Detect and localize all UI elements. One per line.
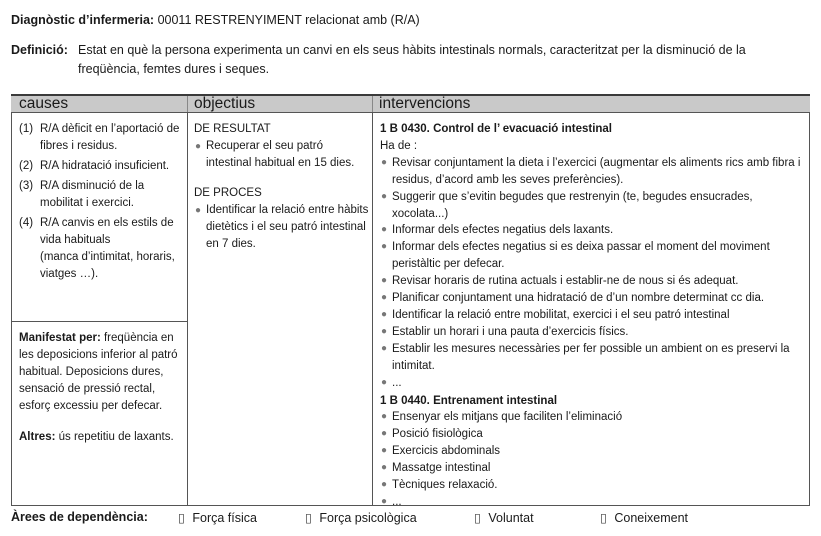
list-item xyxy=(194,138,369,172)
header-divider xyxy=(372,96,373,112)
list-item-text: Identificar la relació entre mobilitat, exercici i el seu patró intestinal xyxy=(392,308,730,321)
bullet-icon: ● xyxy=(381,156,388,168)
list-item xyxy=(380,273,802,290)
column-header-intervencions: intervencions xyxy=(379,95,471,112)
bullet-icon: ● xyxy=(381,308,388,320)
cause-text: R/A hidratació insuficient. xyxy=(40,160,170,172)
intervention-section-title: 1 B 0430. Control de l’ evacuació intestinal xyxy=(380,123,612,135)
list-item xyxy=(380,290,802,307)
dependency-label: Àrees de dependència: xyxy=(11,510,148,524)
causes-divider xyxy=(12,321,187,322)
list-item-text: Exercicis abdominals xyxy=(392,445,501,458)
option-forca-psicologica[interactable] xyxy=(305,510,417,525)
bullet-icon: ● xyxy=(381,495,388,507)
cause-text: R/A canvis en els estils de vida habituals xyxy=(40,217,174,246)
cause-item xyxy=(19,121,184,155)
cause-text: R/A dèficit en l’aportació de fibres i residus. xyxy=(40,123,180,152)
cause-number: (3) xyxy=(19,180,34,192)
list-item xyxy=(380,222,802,239)
list-item xyxy=(380,477,802,494)
option-label: Força física xyxy=(192,511,257,525)
list-item xyxy=(380,443,802,460)
list-item xyxy=(380,426,802,443)
list-item-text: Massatge intestinal xyxy=(392,462,491,475)
column-header-objectius: objectius xyxy=(194,95,256,112)
manifestat-text: freqüència en les deposicions inferior al patró habitual. Deposicions dures, sensació de pressió rectal, esforç excessiu per defecar. xyxy=(19,332,178,412)
bullet-icon: ● xyxy=(381,325,388,337)
list-item-text: Revisar horaris de rutina actuals i establir-ne de nous si és adequat. xyxy=(392,275,739,288)
list-item xyxy=(380,375,802,392)
list-item-text: Tècniques relaxació. xyxy=(392,479,498,492)
dependency-areas xyxy=(11,510,811,528)
bullet-icon: ● xyxy=(381,241,388,253)
proces-title: DE PROCES xyxy=(194,187,262,199)
cause-item xyxy=(19,158,184,175)
cause-number: (2) xyxy=(19,160,34,172)
bullet-icon: ● xyxy=(381,342,388,354)
bullet-icon: ● xyxy=(381,479,388,491)
option-forca-fisica[interactable] xyxy=(178,510,257,525)
resultat-title: DE RESULTAT xyxy=(194,123,271,135)
checkbox-icon[interactable]: ▯ xyxy=(305,511,312,525)
diagnosis-value: 00011 RESTRENYIMENT relacionat amb (R/A) xyxy=(157,13,420,27)
list-item-text: Informar dels efectes negatius si es deixa passar el moment del moviment peristàltic per defecar. xyxy=(392,241,770,271)
manifestations-cell xyxy=(19,330,184,446)
bullet-icon: ● xyxy=(381,275,388,287)
cause-number: (1) xyxy=(19,123,34,135)
list-item xyxy=(380,189,802,223)
proces-list xyxy=(194,202,369,253)
cause-number: (4) xyxy=(19,217,34,229)
altres-label: Altres: xyxy=(19,431,56,443)
list-item-text: Planificar conjuntament una hidratació de d’un nombre determinat cc dia. xyxy=(392,292,765,305)
bullet-icon: ● xyxy=(195,141,202,152)
list-item xyxy=(194,202,369,253)
list-item-text: Ensenyar els mitjans que faciliten l’eliminació xyxy=(392,411,623,424)
bullet-icon: ● xyxy=(381,224,388,236)
intervencions-cell xyxy=(380,121,802,511)
altres-block xyxy=(19,429,184,446)
list-item xyxy=(380,324,802,341)
intervention-list xyxy=(380,409,802,510)
list-item-text: Suggerir que s’evitin begudes que restrenyin (te, begudes ensucrades, xocolata...) xyxy=(392,190,753,220)
list-item xyxy=(380,494,802,511)
list-item xyxy=(380,155,802,189)
list-item-text: ... xyxy=(392,376,402,389)
checkbox-icon[interactable]: ▯ xyxy=(600,511,607,525)
table-body xyxy=(11,113,810,506)
intervention-list xyxy=(380,155,802,392)
objectius-cell xyxy=(194,121,369,253)
cause-item xyxy=(19,215,184,283)
cause-extra: (manca d’intimitat, horaris, viatges …). xyxy=(40,251,175,280)
list-item-text: Revisar conjuntament la dieta i l’exercici (augmentar els aliments rics amb fibra i residus, d’acord amb les seves preferències). xyxy=(392,156,801,186)
definition-text: Estat en què la persona experimenta un canvi en els seus hàbits intestinals normals, caracteritzat per la disminució de la freqüència, femtes dures i seques. xyxy=(78,43,746,76)
manifestat-block xyxy=(19,330,184,415)
list-item xyxy=(380,460,802,477)
diagnosis-label: Diagnòstic d’infermeria: xyxy=(11,13,155,27)
bullet-icon: ● xyxy=(381,428,388,440)
bullet-icon: ● xyxy=(381,462,388,474)
option-label: Voluntat xyxy=(488,511,534,525)
option-voluntat[interactable] xyxy=(474,510,534,525)
checkbox-icon[interactable]: ▯ xyxy=(474,511,481,525)
list-item-text: Establir les mesures necessàries per fer possible un ambient on es preservi la intimitat. xyxy=(392,342,790,372)
bullet-icon: ● xyxy=(381,411,388,423)
checkbox-icon[interactable]: ▯ xyxy=(178,511,185,525)
list-item-text: Establir un horari i una pauta d’exercicis físics. xyxy=(392,325,629,338)
care-plan-table xyxy=(11,94,810,506)
list-item-text: Identificar la relació entre hàbits dietètics i el seu patró intestinal en 7 dies. xyxy=(206,204,369,250)
bullet-icon: ● xyxy=(381,190,388,202)
column-divider xyxy=(187,113,188,505)
list-item xyxy=(380,409,802,426)
bullet-icon: ● xyxy=(195,205,202,216)
list-item xyxy=(380,239,802,273)
column-divider xyxy=(372,113,373,505)
definition xyxy=(11,41,811,79)
list-item-text: ... xyxy=(392,495,402,508)
list-item-text: Recuperar el seu patró intestinal habitual en 15 dies. xyxy=(206,140,355,169)
intervention-section-title: 1 B 0440. Entrenament intestinal xyxy=(380,394,558,407)
altres-text: ús repetitiu de laxants. xyxy=(55,431,174,443)
table-header-row xyxy=(11,94,810,113)
list-item-text: Informar dels efectes negatius dels laxants. xyxy=(392,224,614,237)
causes-cell xyxy=(19,121,184,286)
cause-text: R/A disminució de la mobilitat i exercici. xyxy=(40,180,145,209)
intervention-intro: Ha de : xyxy=(380,139,418,152)
bullet-icon: ● xyxy=(381,292,388,304)
option-coneixement[interactable] xyxy=(600,510,688,525)
manifestat-label: Manifestat per: xyxy=(19,332,101,344)
list-item xyxy=(380,341,802,375)
bullet-icon: ● xyxy=(381,445,388,457)
definition-label: Definició: xyxy=(11,43,68,57)
list-item xyxy=(380,307,802,324)
cause-item xyxy=(19,178,184,212)
option-label: Força psicològica xyxy=(319,511,417,525)
header-divider xyxy=(187,96,188,112)
resultat-list xyxy=(194,138,369,172)
list-item-text: Posició fisiològica xyxy=(392,428,483,441)
bullet-icon: ● xyxy=(381,376,388,388)
option-label: Coneixement xyxy=(614,511,689,525)
diagnosis-line xyxy=(11,13,420,27)
column-header-causes: causes xyxy=(19,95,69,112)
